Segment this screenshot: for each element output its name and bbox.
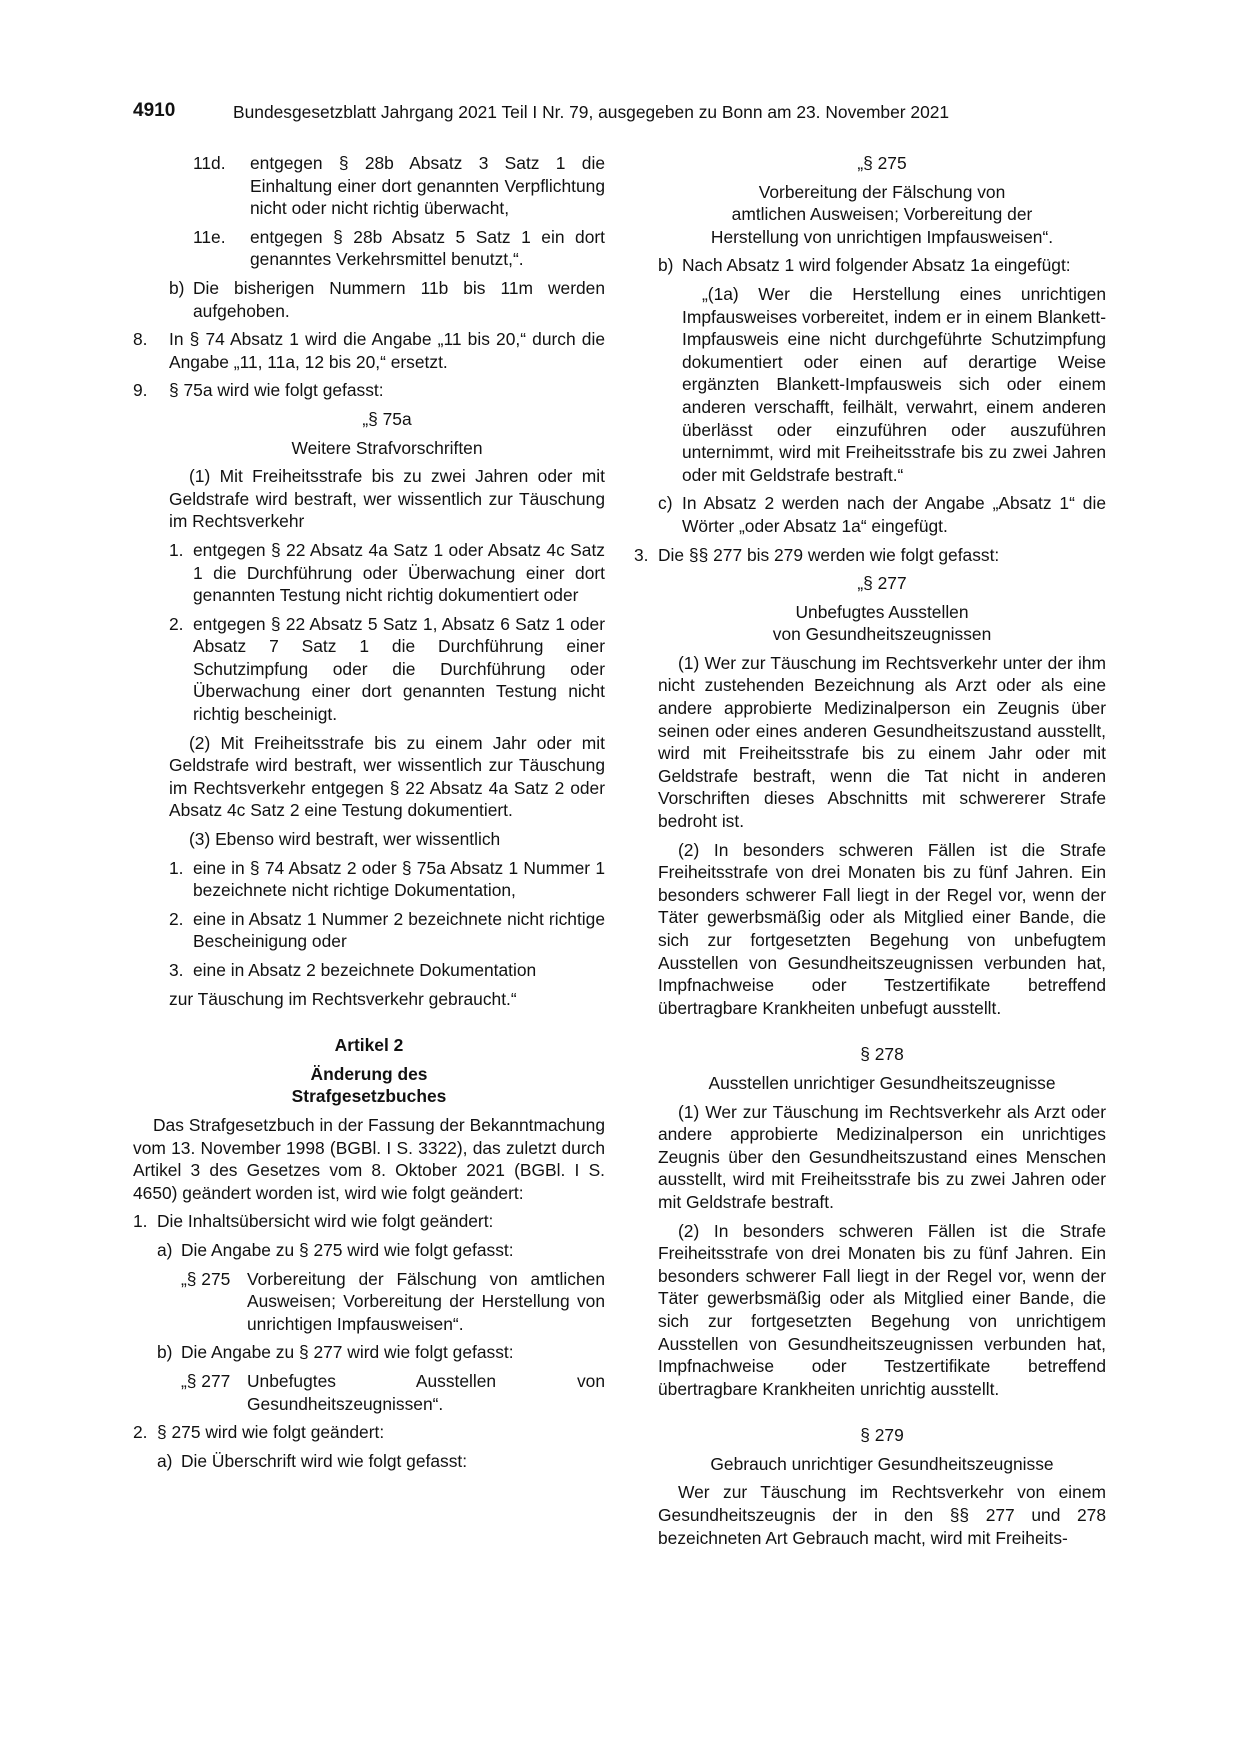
article-heading: Änderung des [310,1063,428,1084]
article-title: Artikel 2 [334,1035,404,1056]
section-75a [169,408,605,1010]
list-item [169,857,605,902]
item-number: 2. [169,613,184,634]
section-heading: Unbefugtes Ausstellen [795,601,969,622]
quote-item [181,1268,605,1336]
paragraph: (2) In besonders schweren Fällen ist die Strafe Freiheitsstrafe von drei Monaten bis zu fünf Jahren. Ein besonders schwerer Fall liegt in der Regel vor, wenn der Täter gewerbsmäßig oder als Mitglied einer Bande, die sich zur fortgesetzten Begehung von unrichtigem Ausstellen von Gesundheitszeugnissen verbunden hat, Impfnachweise oder Testzertifikate betreffend übertragbare Krankheiten unrichtig ausstellt. [658,1220,1106,1399]
item-number: 8. [133,329,148,350]
paragraph: (3) Ebenso wird bestraft, wer wissentlich [189,829,501,850]
item-text: In § 74 Absatz 1 wird die Angabe „11 bis 20,“ durch die Angabe „11, 11a, 12 bis 20,“ ersetzt. [169,329,605,372]
list-item [169,539,605,607]
quoted-heading-275 [658,152,1106,248]
item-number: 9. [133,380,148,401]
list-item [169,613,605,726]
article-heading: Strafgesetzbuches [291,1086,447,1107]
section-heading: Gebrauch unrichtiger Gesundheitszeugnisse [710,1453,1054,1474]
section-277 [658,572,1106,1549]
item-number: 2. [169,908,184,929]
item-letter: c) [658,493,673,514]
item-number: 1. [133,1211,148,1232]
item-text: Die bisherigen Nummern 11b bis 11m werden aufgehoben. [193,277,605,321]
paragraph: Wer zur Täuschung im Rechtsverkehr von einem Gesundheitszeugnis der in den §§ 277 und 278 bezeichneten Art Gebrauch macht, wird mit Freiheits- [658,1482,1106,1548]
item-text: Die §§ 277 bis 279 werden wie folgt gefasst: [658,544,1000,565]
item-text: eine in Absatz 1 Nummer 2 bezeichnete nicht richtige Bescheinigung oder [193,908,605,952]
list-item [169,908,605,953]
list-item-2 [133,1421,605,1444]
quoted-paragraph: „(1a) Wer die Herstellung eines unrichtigen Impfausweises vorbereitet, indem er in einem Blankett-Impfausweis eine nicht durchgeführte Schutzimpfung dokumentiert oder einen auf derartige Weise ergänzten Blankett-Impfausweis sich oder einem anderen verschafft, feilhält, verwahrt, einem anderen überlässt oder einzuführen oder auszuführen unternimmt, wird mit Freiheitsstrafe bis zu zwei Jahren oder mit Geldstrafe bestraft.“ [682,283,1106,485]
list-item-1 [133,1210,605,1233]
page-number: 4910 [133,100,176,121]
item-letter: b) [157,1342,173,1363]
item-number: 1. [169,539,184,560]
item-text: eine in Absatz 2 bezeichnete Dokumentation [193,960,537,980]
quote-item [181,1370,605,1415]
right-column [634,152,1106,1549]
list-item-9 [133,379,605,402]
quote-text: Unbefugtes Ausstellen von Gesundheitszeugnissen“. [247,1370,605,1414]
quote-number: „§ 277 [181,1370,231,1391]
paragraph: (2) In besonders schweren Fällen ist die Strafe Freiheitsstrafe von drei Monaten bis zu fünf Jahren. Ein besonders schwerer Fall liegt in der Regel vor, wenn der Täter gewerbsmäßig oder als Mitglied einer Bande, die sich zur fortgesetzten Begehung von unbefugtem Ausstellen von Gesundheitszeugnissen verbunden hat, Impfnachweise oder Testzertifikate betreffend übertragbare Krankheiten unbefugt ausstellt. [658,839,1106,1018]
item-text: eine in § 74 Absatz 2 oder § 75a Absatz 1 Nummer 1 bezeichnete nicht richtige Dokumentation, [193,857,605,901]
item-text: entgegen § 22 Absatz 5 Satz 1, Absatz 6 Satz 1 oder Absatz 7 Satz 1 die Durchführung einer Schutzimpfung oder die Durchführung oder Überwachung einer dort genannten Testung nicht richtig bescheinigt. [193,613,605,725]
item-number: 1. [169,857,184,878]
quote-text: Vorbereitung der Fälschung von amtlichen Ausweisen; Vorbereitung der Herstellung von unrichtigen Impfausweisen“. [247,1268,605,1334]
item-text: § 75a wird wie folgt gefasst: [169,380,384,401]
list-item-a [157,1239,605,1262]
item-letter: a) [157,1450,173,1471]
list-item-3 [634,544,1106,567]
list-item [169,959,605,982]
item-text: Die Angabe zu § 277 wird wie folgt gefasst: [181,1342,514,1363]
list-item-a [157,1450,605,1473]
item-text: entgegen § 28b Absatz 5 Satz 1 ein dort genanntes Verkehrsmittel benutzt,“. [250,226,605,270]
item-letter: b) [169,277,185,298]
item-letter: a) [157,1239,173,1260]
section-title: „§ 277 [857,573,907,594]
section-title: „§ 275 [857,153,907,173]
list-item-11d [193,152,605,220]
list-item-8 [133,328,605,373]
section-heading: Weitere Strafvorschriften [291,437,483,458]
list-item-b [658,254,1106,277]
item-number: 11e. [193,226,226,247]
item-text: Nach Absatz 1 wird folgender Absatz 1a eingefügt: [682,255,1071,276]
paragraph: (1) Wer zur Täuschung im Rechtsverkehr als Arzt oder andere approbierte Medizinalperson ein unrichtiges Zeugnis über den Gesundheitszustand eines Menschen ausstellt, wird mit Freiheitsstrafe bis zu zwei Jahren oder mit Geldstrafe bestraft. [658,1101,1106,1212]
item-number: 3. [169,960,184,980]
section-title: „§ 75a [362,408,412,429]
section-heading: Vorbereitung der Fälschung von [758,181,1006,202]
item-text: Die Angabe zu § 275 wird wie folgt gefasst: [181,1239,514,1260]
page-header [133,100,1013,124]
paragraph: Das Strafgesetzbuch in der Fassung der Bekanntmachung vom 13. November 1998 (BGBl. I S. 3322), das zuletzt durch Artikel 3 des Gesetzes vom 8. Oktober 2021 (BGBl. I S. 4650) geändert worden ist, wird wie folgt geändert: [133,1114,605,1203]
section-heading: Ausstellen unrichtiger Gesundheitszeugnisse [708,1072,1056,1093]
item-letter: b) [658,255,674,276]
item-number: 2. [133,1422,148,1443]
list-item-b [169,277,605,322]
section-title: § 279 [860,1425,904,1446]
section-heading: amtlichen Ausweisen; Vorbereitung der [731,204,1033,225]
quote-number: „§ 275 [181,1268,231,1289]
paragraph: (1) Mit Freiheitsstrafe bis zu zwei Jahren oder mit Geldstrafe wird bestraft, wer wissentlich zur Täuschung im Rechtsverkehr [169,466,605,532]
left-column [133,152,605,1478]
item-text: Die Inhaltsübersicht wird wie folgt geändert: [157,1211,494,1232]
list-item-11e [193,226,605,271]
item-number: 3. [634,544,649,565]
item-number: 11d. [193,153,226,173]
paragraph: zur Täuschung im Rechtsverkehr gebraucht.“ [169,988,517,1009]
item-text: In Absatz 2 werden nach der Angabe „Absatz 1“ die Wörter „oder Absatz 1a“ eingefügt. [682,493,1106,536]
section-heading: von Gesundheitszeugnissen [772,624,992,645]
section-title: § 278 [860,1044,904,1065]
item-text: entgegen § 22 Absatz 4a Satz 1 oder Absatz 4c Satz 1 die Durchführung oder Überwachung einer dort genannten Testung nicht richtig dokumentiert oder [193,539,605,606]
item-text: Die Überschrift wird wie folgt gefasst: [181,1450,468,1471]
item-text: entgegen § 28b Absatz 3 Satz 1 die Einhaltung einer dort genannten Verpflichtung nicht oder nicht richtig überwacht, [250,153,605,219]
list-item-b [157,1341,605,1364]
item-text: § 275 wird wie folgt geändert: [157,1422,385,1443]
list-item-c [658,492,1106,537]
paragraph: (1) Wer zur Täuschung im Rechtsverkehr unter der ihm nicht zustehenden Bezeichnung als Arzt oder als eine andere approbierte Medizinalperson ein Zeugnis über seinen oder eines anderen Gesundheitszustand ausstellt, wird mit Freiheitsstrafe bis zu einem Jahr oder mit Geldstrafe bestraft, wenn die Tat nicht in anderen Vorschriften dieses Abschnitts mit schwererer Strafe bedroht ist. [658,652,1106,832]
paragraph: (2) Mit Freiheitsstrafe bis zu einem Jahr oder mit Geldstrafe wird bestraft, wer wissentlich zur Täuschung im Rechtsverkehr entgegen § 22 Absatz 4a Satz 2 oder Absatz 4c Satz 2 eine Testung dokumentiert. [169,732,605,821]
section-heading: Herstellung von unrichtigen Impfausweisen“. [710,226,1054,247]
running-head: Bundesgesetzblatt Jahrgang 2021 Teil I Nr. 79, ausgegeben zu Bonn am 23. November 2021 [233,102,950,122]
